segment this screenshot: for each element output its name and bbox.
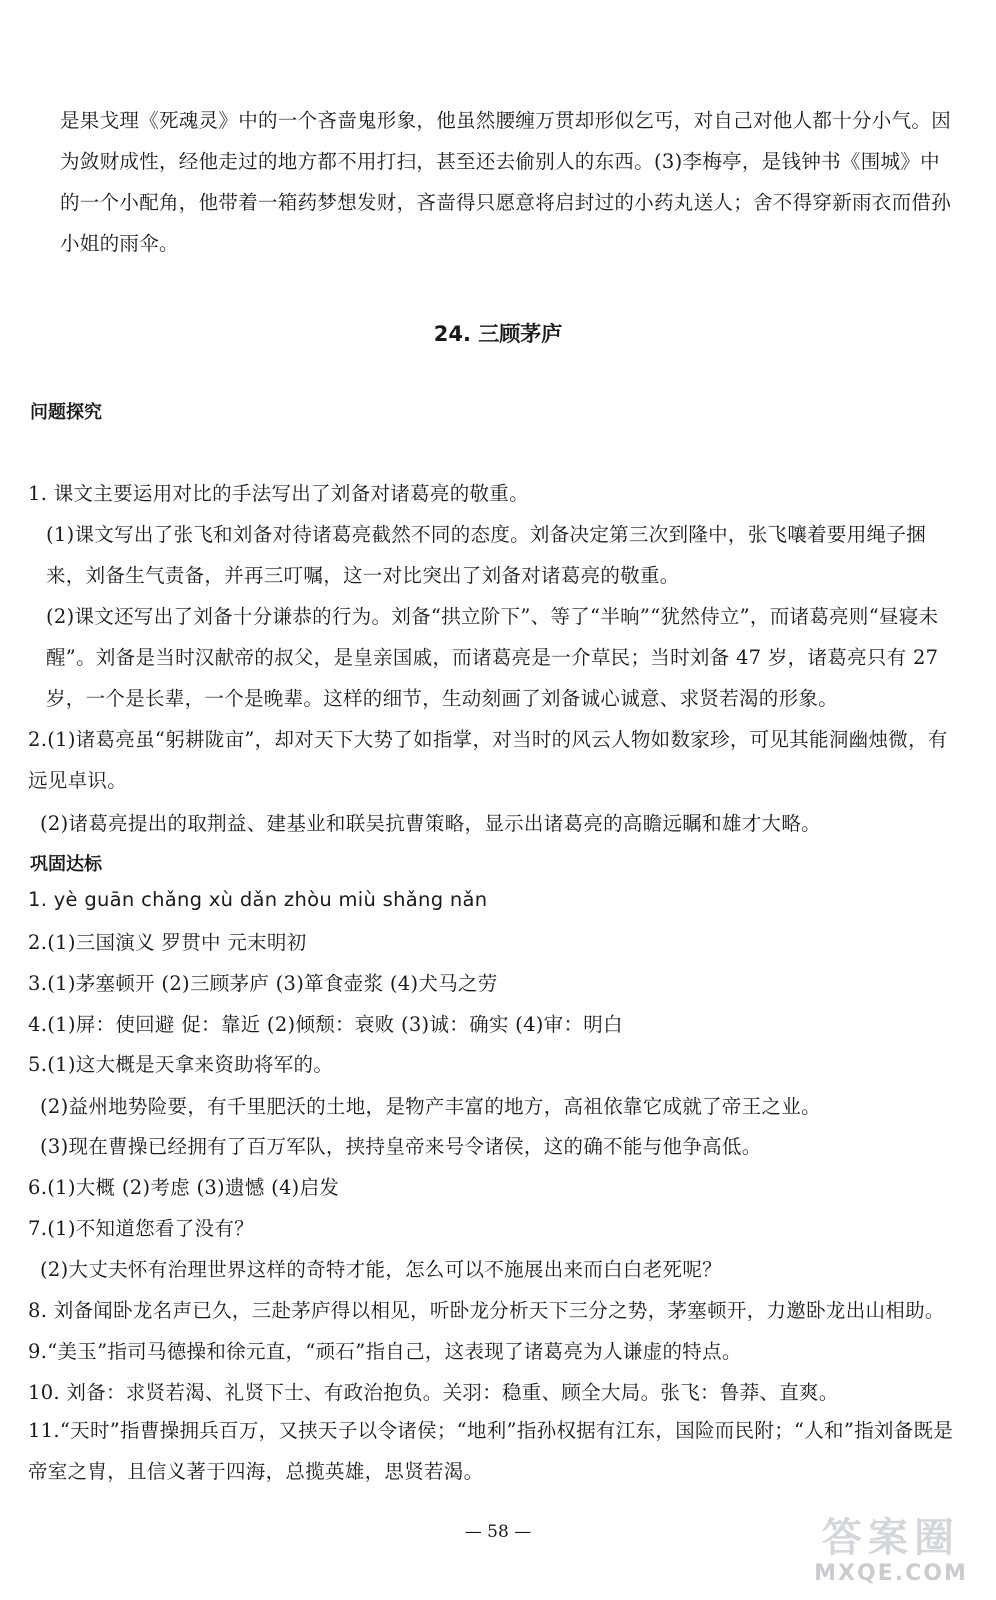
watermark-site: MXQE.COM — [814, 1561, 968, 1586]
q1-point-1: (1)课文写出了张飞和刘备对待诸葛亮截然不同的态度。刘备决定第三次到隆中，张飞嚷着要用绳子捆来，刘备生气责备，并再三叮嘱，这一对比突出了刘备对诸葛亮的敬重。 — [46, 523, 926, 587]
answer-7-2: (2)大丈夫怀有治理世界这样的奇特才能，怎么可以不施展出来而白白老死呢？ — [40, 1258, 722, 1281]
q1-statement: 1. 课文主要运用对比的手法写出了刘备对诸葛亮的敬重。 — [28, 482, 529, 505]
q1-point-2: (2)课文还写出了刘备十分谦恭的行为。刘备“拱立阶下”、等了“半晌”“犹然侍立”，而诸葛亮则“昼寝未醒”。刘备是当时汉献帝的叔父，是皇亲国戚，而诸葛亮是一介草民；当时刘备 47 岁，诸葛亮只有 27 岁，一个是长辈，一个是晚辈。这样的细节，生动刻画了刘备诚心诚意、求贤若渴的形象。 — [46, 605, 939, 710]
answer-4: 4.(1)屏：使回避 促：靠近 (2)倾颓：衰败 (3)诚：确实 (4)审：明白 — [28, 1013, 623, 1036]
page-number: — 58 — — [464, 1522, 532, 1542]
watermark-title: 答案圈 — [822, 1515, 960, 1561]
chapter-title: 24. 三顾茅庐 — [433, 322, 563, 346]
answer-9: 9.“美玉”指司马德操和徐元直，“顽石”指自己，这表现了诸葛亮为人谦虚的特点。 — [28, 1340, 742, 1363]
answer-11: 11.“天时”指曹操拥兵百万，又挟天子以令诸侯；“地利”指孙权据有江东，国险而民附；“人和”指刘备既是帝室之胄，且信义著于四海，总揽英雄，思贤若渴。 — [28, 1419, 954, 1483]
answer-10: 10. 刘备：求贤若渴、礼贤下士、有政治抱负。关羽：稳重、顾全大局。张飞：鲁莽、直爽。 — [28, 1381, 839, 1404]
answer-5-2: (2)益州地势险要，有千里肥沃的土地，是物产丰富的地方，高祖依靠它成就了帝王之业。 — [40, 1095, 821, 1118]
q2-point-2: (2)诸葛亮提出的取荆益、建基业和联吴抗曹策略，显示出诸葛亮的高瞻远瞩和雄才大略。 — [40, 812, 821, 835]
answer-5-3: (3)现在曹操已经拥有了百万军队，挟持皇帝来号令诸侯，这的确不能与他争高低。 — [40, 1135, 762, 1158]
answer-2: 2.(1)三国演义 罗贯中 元末明初 — [28, 931, 307, 954]
answer-1-pinyin: 1. yè guān chǎng xù dǎn zhòu miù shǎng nǎn — [28, 888, 488, 911]
answer-7-1: 7.(1)不知道您看了没有？ — [28, 1217, 254, 1240]
answer-5-1: 5.(1)这大概是天拿来资助将军的。 — [28, 1053, 334, 1076]
answer-3: 3.(1)茅塞顿开 (2)三顾茅庐 (3)箪食壶浆 (4)犬马之劳 — [28, 972, 498, 995]
watermark-logo — [796, 1506, 986, 1586]
section-title-consolidation: 巩固达标 — [30, 854, 102, 875]
answer-6: 6.(1)大概 (2)考虑 (3)遗憾 (4)启发 — [28, 1176, 340, 1199]
q2-point-1: 2.(1)诸葛亮虽“躬耕陇亩”，却对天下大势了如指掌，对当时的风云人物如数家珍，可见其能洞幽烛微，有远见卓识。 — [28, 728, 948, 792]
answer-8: 8. 刘备闻卧龙名声已久，三赴茅庐得以相见，听卧龙分析天下三分之势，茅塞顿开，力邀卧龙出山相助。 — [28, 1299, 945, 1322]
section-title-inquiry: 问题探究 — [30, 402, 102, 423]
intro-paragraph: 是果戈理《死魂灵》中的一个吝啬鬼形象，他虽然腰缠万贯却形似乞丐，对自己对他人都十分小气。因为敛财成性，经他走过的地方都不用打扫，甚至还去偷别人的东西。(3)李梅亭，是钱钟书《围城》中的一个小配角，他带着一箱药梦想发财，吝啬得只愿意将启封过的小药丸送人；舍不得穿新雨衣而借孙小姐的雨伞。 — [60, 109, 952, 255]
